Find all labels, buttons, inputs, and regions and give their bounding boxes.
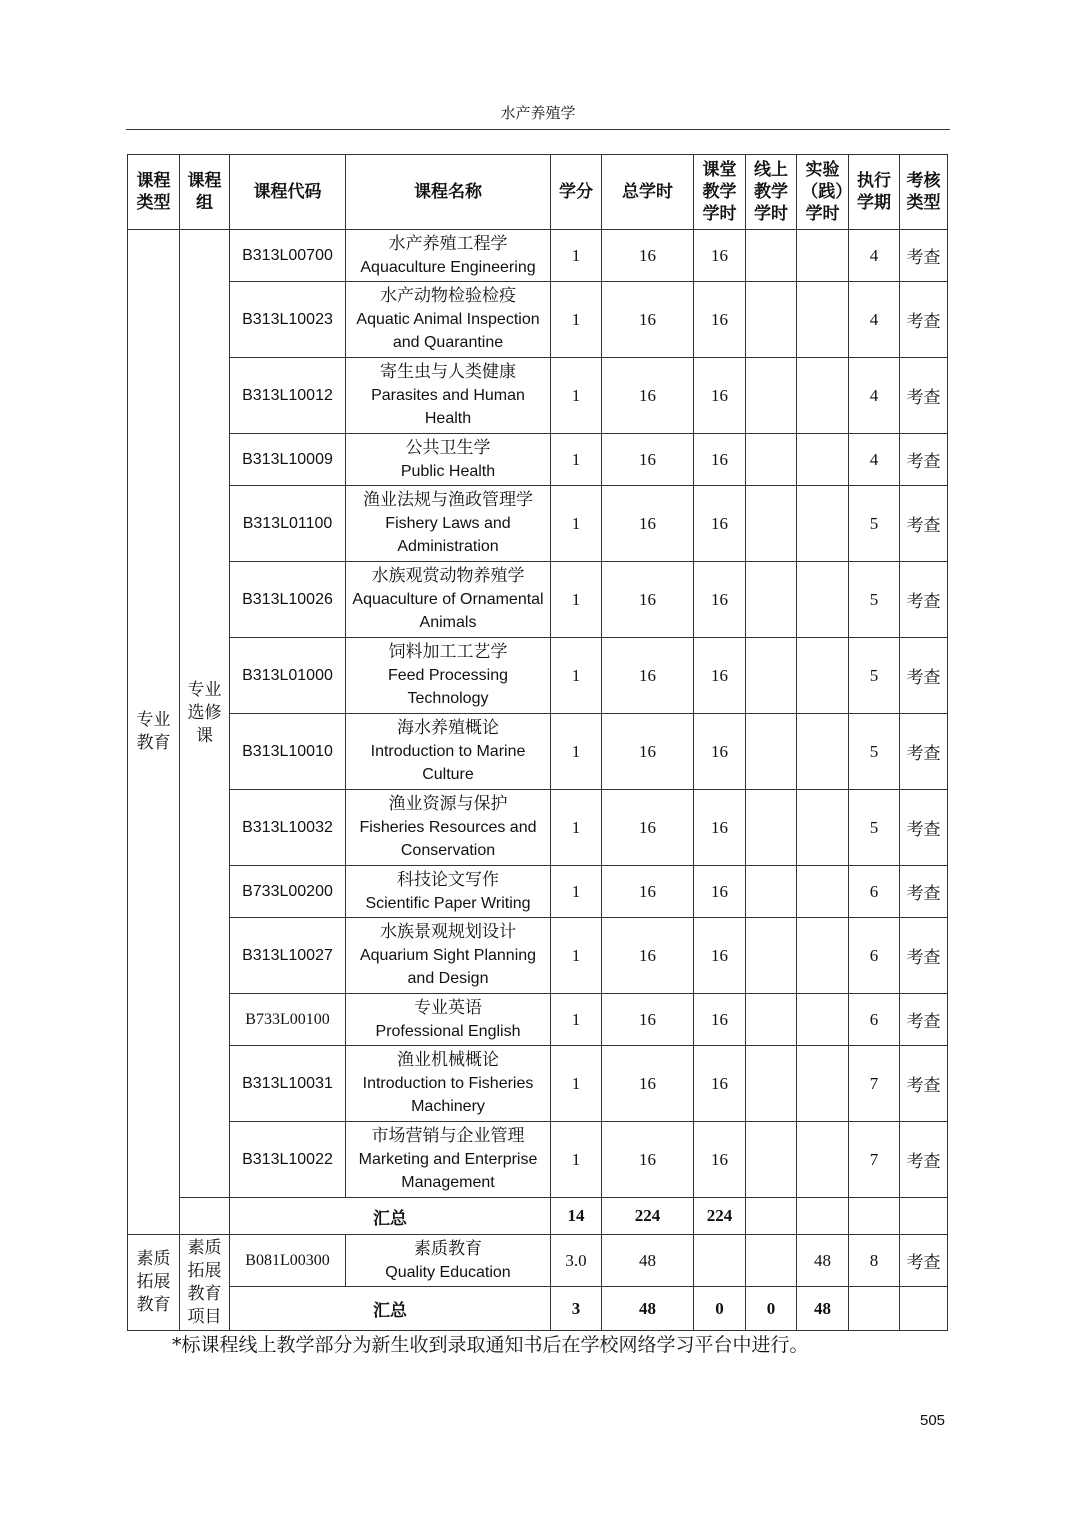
- total-hours-cell: 16: [602, 358, 694, 434]
- course-name-en: Marketing and Enterprise Management: [358, 1151, 538, 1191]
- table-row: [128, 714, 948, 790]
- course-code-cell: B313L10012: [230, 358, 346, 434]
- course-name-cell: [346, 994, 551, 1046]
- lab-hours-cell: [797, 790, 849, 866]
- class-hours-cell: 16: [694, 994, 746, 1046]
- table-row: [128, 434, 948, 486]
- total-hours-cell: 16: [602, 994, 694, 1046]
- course-table: [127, 154, 948, 1331]
- course-name-zh: 渔业法规与渔政管理学: [363, 490, 533, 510]
- course-name-zh: 科技论文写作: [397, 869, 499, 890]
- lab-hours-cell: [797, 1046, 849, 1122]
- course-name-zh: 渔业资源与保护: [388, 794, 508, 814]
- online-hours-cell: [746, 918, 797, 994]
- exam-type-cell: 考查: [900, 282, 948, 358]
- online-hours-cell: [746, 1122, 797, 1198]
- course-name-cell: [346, 230, 551, 282]
- semester-cell: 5: [849, 486, 900, 562]
- course-name-zh: 专业英语: [414, 997, 482, 1018]
- table-row: [128, 230, 948, 282]
- course-name-cell: [346, 1235, 551, 1287]
- total-credit-cell: 3: [551, 1287, 602, 1331]
- course-name-zh: 寄生虫与人类健康: [380, 362, 516, 382]
- lab-hours-cell: [797, 714, 849, 790]
- course-name-en: Aquaculture Engineering: [360, 258, 536, 276]
- lab-hours-cell: [797, 282, 849, 358]
- credit-cell: 1: [551, 282, 602, 358]
- online-hours-cell: [746, 994, 797, 1046]
- total-hours-cell: 16: [602, 866, 694, 918]
- total-exam-cell: [900, 1198, 948, 1235]
- semester-cell: 6: [849, 994, 900, 1046]
- total-hours-cell: 16: [602, 1046, 694, 1122]
- class-hours-cell: [694, 1235, 746, 1287]
- course-name-zh: 渔业机械概论: [397, 1050, 499, 1070]
- semester-cell: 4: [849, 434, 900, 486]
- course-name-zh: 素质教育: [414, 1238, 482, 1259]
- course-name-en: Public Health: [400, 462, 496, 480]
- table-row: [128, 282, 948, 358]
- credit-cell: 1: [551, 638, 602, 714]
- credit-cell: 1: [551, 1122, 602, 1198]
- credit-cell: 1: [551, 486, 602, 562]
- total-exam-cell: [900, 1287, 948, 1331]
- blank-cell: [180, 1198, 230, 1235]
- lab-hours-cell: [797, 638, 849, 714]
- exam-type-cell: 考查: [900, 918, 948, 994]
- exam-type-cell: 考查: [900, 1122, 948, 1198]
- total-lab-hours-cell: 48: [797, 1287, 849, 1331]
- online-hours-cell: [746, 486, 797, 562]
- course-name-cell: [346, 866, 551, 918]
- table-row: [128, 790, 948, 866]
- credit-cell: 1: [551, 230, 602, 282]
- total-label: 汇总: [230, 1287, 551, 1331]
- total-online-hours-cell: 0: [746, 1287, 797, 1331]
- table-row: [128, 358, 948, 434]
- credit-cell: 1: [551, 714, 602, 790]
- course-code-cell: B733L00200: [230, 866, 346, 918]
- exam-type-cell: 考查: [900, 866, 948, 918]
- exam-type-cell: 考查: [900, 1235, 948, 1287]
- class-hours-cell: 16: [694, 282, 746, 358]
- table-row: [128, 638, 948, 714]
- total-hours-cell: 16: [602, 714, 694, 790]
- course-name-cell: [346, 790, 551, 866]
- course-name-cell: [346, 562, 551, 638]
- course-name-zh: 公共卫生学: [405, 437, 491, 458]
- course-name-cell: [346, 918, 551, 994]
- class-hours-cell: 16: [694, 1122, 746, 1198]
- semester-cell: 4: [849, 230, 900, 282]
- course-name-zh: 水族观赏动物养殖学: [371, 566, 525, 586]
- online-hours-cell: [746, 562, 797, 638]
- exam-type-cell: 考查: [900, 790, 948, 866]
- course-code-cell: B313L00700: [230, 230, 346, 282]
- lab-hours-cell: [797, 994, 849, 1046]
- online-hours-cell: [746, 866, 797, 918]
- total-hours-cell: 16: [602, 1122, 694, 1198]
- course-name-en: Professional English: [375, 1022, 521, 1040]
- course-group-cell: 专业 选修 课: [180, 230, 230, 1198]
- class-hours-cell: 16: [694, 714, 746, 790]
- exam-type-cell: 考查: [900, 638, 948, 714]
- credit-cell: 1: [551, 562, 602, 638]
- exam-type-cell: 考查: [900, 358, 948, 434]
- class-hours-cell: 16: [694, 230, 746, 282]
- course-group-cell: 素质 拓展 教育 项目: [180, 1235, 230, 1331]
- column-header: 课堂教学学时: [694, 155, 746, 230]
- total-row: [128, 1198, 948, 1235]
- course-name-cell: [346, 638, 551, 714]
- course-name-zh: 市场营销与企业管理: [371, 1126, 525, 1146]
- column-header: 课程代码: [230, 155, 346, 230]
- course-name-en: Quality Education: [385, 1263, 511, 1281]
- exam-type-cell: 考查: [900, 994, 948, 1046]
- lab-hours-cell: [797, 562, 849, 638]
- course-type-cell: 素质 拓展 教育: [128, 1235, 180, 1331]
- semester-cell: 5: [849, 638, 900, 714]
- total-semester-cell: [849, 1287, 900, 1331]
- column-header: 总学时: [602, 155, 694, 230]
- semester-cell: 7: [849, 1046, 900, 1122]
- online-hours-cell: [746, 1235, 797, 1287]
- table-row: [128, 1235, 948, 1287]
- total-row: [128, 1287, 948, 1331]
- online-hours-cell: [746, 230, 797, 282]
- column-header: 考核类型: [900, 155, 948, 230]
- total-hours-cell: 16: [602, 638, 694, 714]
- total-credit-cell: 14: [551, 1198, 602, 1235]
- total-lab-hours-cell: [797, 1198, 849, 1235]
- running-header: 水产养殖学: [126, 102, 950, 130]
- course-name-en: Aquaculture of Ornamental Animals: [352, 591, 544, 631]
- class-hours-cell: 16: [694, 918, 746, 994]
- course-name-cell: [346, 486, 551, 562]
- course-name-en: Fishery Laws and Administration: [385, 515, 511, 555]
- class-hours-cell: 16: [694, 866, 746, 918]
- semester-cell: 4: [849, 282, 900, 358]
- credit-cell: 1: [551, 994, 602, 1046]
- course-name-cell: [346, 282, 551, 358]
- credit-cell: 1: [551, 918, 602, 994]
- total-semester-cell: [849, 1198, 900, 1235]
- table-row: [128, 994, 948, 1046]
- online-hours-cell: [746, 434, 797, 486]
- course-name-zh: 水族景观规划设计: [380, 922, 516, 942]
- table-row: [128, 1046, 948, 1122]
- table-row: [128, 486, 948, 562]
- column-header: 实验（践）学时: [797, 155, 849, 230]
- semester-cell: 4: [849, 358, 900, 434]
- total-class-hours-cell: 0: [694, 1287, 746, 1331]
- lab-hours-cell: [797, 918, 849, 994]
- credit-cell: 3.0: [551, 1235, 602, 1287]
- course-name-en: Parasites and Human Health: [371, 387, 525, 427]
- online-hours-cell: [746, 638, 797, 714]
- semester-cell: 7: [849, 1122, 900, 1198]
- class-hours-cell: 16: [694, 434, 746, 486]
- lab-hours-cell: [797, 1122, 849, 1198]
- class-hours-cell: 16: [694, 1046, 746, 1122]
- course-name-en: Introduction to Fisheries Machinery: [362, 1075, 534, 1115]
- class-hours-cell: 16: [694, 638, 746, 714]
- total-hours-cell: 48: [602, 1235, 694, 1287]
- total-total-hours-cell: 224: [602, 1198, 694, 1235]
- exam-type-cell: 考查: [900, 714, 948, 790]
- credit-cell: 1: [551, 790, 602, 866]
- lab-hours-cell: [797, 434, 849, 486]
- lab-hours-cell: [797, 486, 849, 562]
- exam-type-cell: 考查: [900, 434, 948, 486]
- course-code-cell: B313L10027: [230, 918, 346, 994]
- exam-type-cell: 考查: [900, 562, 948, 638]
- semester-cell: 6: [849, 866, 900, 918]
- course-code-cell: B313L10009: [230, 434, 346, 486]
- lab-hours-cell: 48: [797, 1235, 849, 1287]
- course-code-cell: B313L10032: [230, 790, 346, 866]
- course-code-cell: B081L00300: [230, 1235, 346, 1287]
- lab-hours-cell: [797, 358, 849, 434]
- column-header: 课程类型: [128, 155, 180, 230]
- course-code-cell: B313L01000: [230, 638, 346, 714]
- lab-hours-cell: [797, 230, 849, 282]
- class-hours-cell: 16: [694, 486, 746, 562]
- total-hours-cell: 16: [602, 486, 694, 562]
- semester-cell: 8: [849, 1235, 900, 1287]
- course-code-cell: B313L10010: [230, 714, 346, 790]
- course-code-cell: B313L10031: [230, 1046, 346, 1122]
- table-row: [128, 562, 948, 638]
- total-label: 汇总: [230, 1198, 551, 1235]
- page-number: 505: [920, 1412, 946, 1429]
- class-hours-cell: 16: [694, 562, 746, 638]
- total-hours-cell: 16: [602, 562, 694, 638]
- course-code-cell: B313L10026: [230, 562, 346, 638]
- semester-cell: 5: [849, 790, 900, 866]
- course-name-zh: 水产动物检验检疫: [380, 286, 516, 306]
- total-hours-cell: 16: [602, 434, 694, 486]
- column-header: 执行学期: [849, 155, 900, 230]
- credit-cell: 1: [551, 358, 602, 434]
- online-hours-cell: [746, 358, 797, 434]
- total-hours-cell: 16: [602, 282, 694, 358]
- course-name-en: Aquatic Animal Inspection and Quarantine: [356, 311, 540, 351]
- class-hours-cell: 16: [694, 790, 746, 866]
- semester-cell: 5: [849, 714, 900, 790]
- course-name-zh: 水产养殖工程学: [388, 233, 508, 254]
- course-name-en: Feed Processing Technology: [387, 667, 509, 707]
- exam-type-cell: 考查: [900, 486, 948, 562]
- table-row: [128, 1122, 948, 1198]
- semester-cell: 5: [849, 562, 900, 638]
- online-hours-cell: [746, 1046, 797, 1122]
- course-name-en: Aquarium Sight Planning and Design: [359, 947, 537, 987]
- course-name-zh: 饲料加工工艺学: [388, 642, 508, 662]
- course-name-cell: [346, 1122, 551, 1198]
- exam-type-cell: 考查: [900, 230, 948, 282]
- online-hours-cell: [746, 790, 797, 866]
- table-row: [128, 866, 948, 918]
- total-online-hours-cell: [746, 1198, 797, 1235]
- course-name-cell: [346, 434, 551, 486]
- credit-cell: 1: [551, 1046, 602, 1122]
- course-type-cell: 专业 教育: [128, 230, 180, 1235]
- class-hours-cell: 16: [694, 358, 746, 434]
- course-name-cell: [346, 714, 551, 790]
- credit-cell: 1: [551, 434, 602, 486]
- course-name-cell: [346, 1046, 551, 1122]
- lab-hours-cell: [797, 866, 849, 918]
- course-code-cell: B313L10023: [230, 282, 346, 358]
- total-total-hours-cell: 48: [602, 1287, 694, 1331]
- footnote: *标课程线上教学部分为新生收到录取通知书后在学校网络学习平台中进行。: [172, 1334, 809, 1356]
- total-hours-cell: 16: [602, 790, 694, 866]
- total-hours-cell: 16: [602, 230, 694, 282]
- exam-type-cell: 考查: [900, 1046, 948, 1122]
- course-name-en: Fisheries Resources and Conservation: [359, 819, 537, 859]
- course-code-cell: B313L10022: [230, 1122, 346, 1198]
- course-name-cell: [346, 358, 551, 434]
- online-hours-cell: [746, 714, 797, 790]
- online-hours-cell: [746, 282, 797, 358]
- course-code-cell: B313L01100: [230, 486, 346, 562]
- semester-cell: 6: [849, 918, 900, 994]
- course-name-en: Scientific Paper Writing: [365, 894, 531, 912]
- total-hours-cell: 16: [602, 918, 694, 994]
- column-header: 课程组: [180, 155, 230, 230]
- total-class-hours-cell: 224: [694, 1198, 746, 1235]
- column-header: 线上教学学时: [746, 155, 797, 230]
- column-header: 学分: [551, 155, 602, 230]
- column-header: 课程名称: [346, 155, 551, 230]
- table-header-row: [128, 155, 948, 230]
- course-name-en: Introduction to Marine Culture: [370, 743, 526, 783]
- course-name-zh: 海水养殖概论: [397, 718, 499, 738]
- credit-cell: 1: [551, 866, 602, 918]
- course-code-cell: B733L00100: [230, 994, 346, 1046]
- table-row: [128, 918, 948, 994]
